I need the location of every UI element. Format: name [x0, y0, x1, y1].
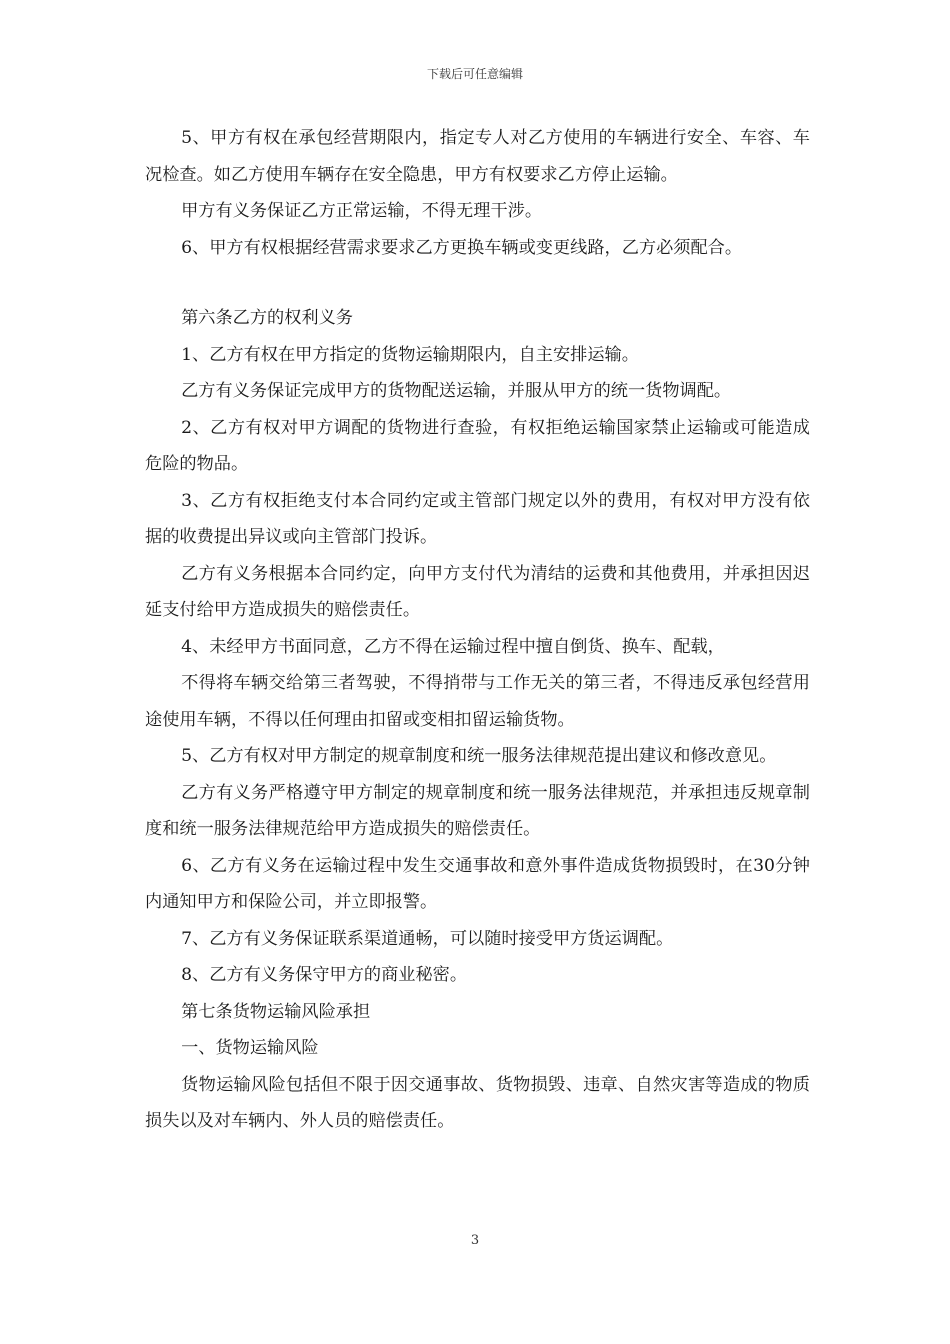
paragraph: 5、乙方有权对甲方制定的规章制度和统一服务法律规范提出建议和修改意见。 [181, 746, 777, 766]
paragraph: 6、乙方有义务在运输过程中发生交通事故和意外事件造成货物损毁时，在30分钟内通知甲方和保险公司，并立即报警。 [145, 855, 810, 912]
paragraph: 2、乙方有权对甲方调配的货物进行查验，有权拒绝运输国家禁止运输或可能造成危险的物品。 [145, 417, 810, 474]
paragraph: 6、甲方有权根据经营需求要求乙方更换车辆或变更线路，乙方必须配合。 [181, 237, 743, 258]
section-heading: 第六条乙方的权利义务 [181, 308, 353, 328]
paragraph: 1、乙方有权在甲方指定的货物运输期限内，自主安排运输。 [181, 344, 639, 365]
subsection-heading: 一、货物运输风险 [181, 1038, 319, 1058]
paragraph: 7、乙方有义务保证联系渠道通畅，可以随时接受甲方货运调配。 [181, 928, 674, 949]
paragraph: 甲方有义务保证乙方正常运输，不得无理干涉。 [181, 201, 543, 221]
paragraph-gap [145, 266, 810, 300]
paragraph: 乙方有义务严格遵守甲方制定的规章制度和统一服务法律规范，并承担违反规章制度和统一服务法律规范给甲方造成损失的赔偿责任。 [145, 782, 810, 839]
paragraph: 乙方有义务根据本合同约定，向甲方支付代为清结的运费和其他费用，并承担因迟延支付给甲方造成损失的赔偿责任。 [145, 563, 810, 620]
section-heading: 第七条货物运输风险承担 [181, 1001, 371, 1022]
paragraph: 5、甲方有权在承包经营期限内，指定专人对乙方使用的车辆进行安全、车容、车况检查。如乙方使用车辆存在安全隐患，甲方有权要求乙方停止运输。 [145, 128, 810, 185]
paragraph: 4、未经甲方书面同意，乙方不得在运输过程中擅自倒货、换车、配载， [181, 636, 725, 657]
page-header: 下载后可任意编辑 [426, 67, 523, 81]
document-body [145, 120, 810, 1140]
paragraph: 货物运输风险包括但不限于因交通事故、货物损毁、违章、自然灾害等造成的物质损失以及对车辆内、外人员的赔偿责任。 [145, 1074, 810, 1131]
page-number: 3 [470, 1233, 480, 1248]
paragraph: 8、乙方有义务保守甲方的商业秘密。 [181, 965, 468, 985]
paragraph: 乙方有义务保证完成甲方的货物配送运输，并服从甲方的统一货物调配。 [181, 381, 732, 401]
paragraph: 不得将车辆交给第三者驾驶，不得捎带与工作无关的第三者，不得违反承包经营用途使用车辆，不得以任何理由扣留或变相扣留运输货物。 [145, 673, 810, 730]
paragraph: 3、乙方有权拒绝支付本合同约定或主管部门规定以外的费用，有权对甲方没有依据的收费提出异议或向主管部门投诉。 [145, 490, 810, 547]
